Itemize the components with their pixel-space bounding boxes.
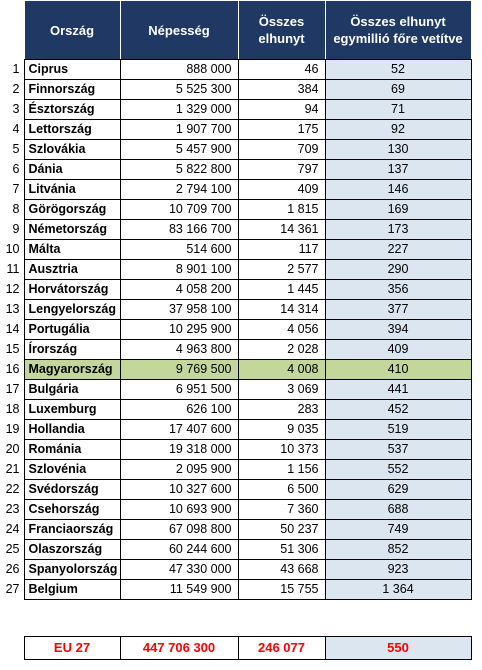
per-million-cell: 923 (325, 560, 471, 580)
per-million-cell: 377 (325, 300, 471, 320)
per-million-cell: 410 (325, 360, 471, 380)
population-cell: 83 166 700 (120, 220, 238, 240)
country-cell: Luxemburg (24, 400, 120, 420)
table-row (0, 560, 471, 580)
deaths-header: Összes elhunyt (238, 1, 325, 60)
table-row (0, 80, 471, 100)
table-row (0, 120, 471, 140)
country-cell: Belgium (24, 580, 120, 600)
per-million-cell: 169 (325, 200, 471, 220)
population-cell: 37 958 100 (120, 300, 238, 320)
population-cell: 626 100 (120, 400, 238, 420)
population-cell: 4 963 800 (120, 340, 238, 360)
country-cell: Ciprus (24, 60, 120, 80)
table-row (0, 400, 471, 420)
table-row (0, 380, 471, 400)
deaths-cell: 15 755 (238, 580, 325, 600)
deaths-cell: 1 815 (238, 200, 325, 220)
population-cell: 5 822 800 (120, 160, 238, 180)
per-million-cell: 227 (325, 240, 471, 260)
country-cell: Portugália (24, 320, 120, 340)
deaths-cell: 797 (238, 160, 325, 180)
country-cell: Hollandia (24, 420, 120, 440)
population-cell: 514 600 (120, 240, 238, 260)
deaths-cell: 46 (238, 60, 325, 80)
total-population: 447 706 300 (120, 637, 238, 660)
per-million-cell: 69 (325, 80, 471, 100)
country-cell: Finnország (24, 80, 120, 100)
table-row (0, 520, 471, 540)
deaths-cell: 14 314 (238, 300, 325, 320)
country-cell: Németország (24, 220, 120, 240)
per-million-cell: 137 (325, 160, 471, 180)
rank-cell: 3 (12, 102, 20, 116)
header-row (0, 1, 471, 60)
table-row (0, 180, 471, 200)
per-million-cell: 629 (325, 480, 471, 500)
population-cell: 60 244 600 (120, 540, 238, 560)
deaths-cell: 3 069 (238, 380, 325, 400)
population-cell: 8 901 100 (120, 260, 238, 280)
per-million-cell: 519 (325, 420, 471, 440)
country-cell: Szlovákia (24, 140, 120, 160)
table-body (0, 60, 471, 600)
table-row (0, 140, 471, 160)
rank-cell: 5 (12, 142, 20, 156)
population-cell: 888 000 (120, 60, 238, 80)
rank-cell: 12 (5, 282, 20, 296)
deaths-cell: 384 (238, 80, 325, 100)
deaths-cell: 1 445 (238, 280, 325, 300)
table-row (0, 160, 471, 180)
table-row (0, 440, 471, 460)
table-row (0, 240, 471, 260)
deaths-cell: 2 028 (238, 340, 325, 360)
deaths-cell: 14 361 (238, 220, 325, 240)
deaths-cell: 4 008 (238, 360, 325, 380)
deaths-cell: 43 668 (238, 560, 325, 580)
population-cell: 19 318 000 (120, 440, 238, 460)
country-cell: Görögország (24, 200, 120, 220)
rank-cell: 9 (12, 222, 20, 236)
population-cell: 11 549 900 (120, 580, 238, 600)
per-million-cell: 552 (325, 460, 471, 480)
rank-header (0, 1, 24, 60)
table-row (0, 100, 471, 120)
deaths-cell: 117 (238, 240, 325, 260)
table-row (0, 420, 471, 440)
country-cell: Lengyelország (24, 300, 120, 320)
rank-cell: 15 (5, 342, 20, 356)
population-cell: 47 330 000 (120, 560, 238, 580)
table-row (0, 480, 471, 500)
rank-cell: 4 (12, 122, 20, 136)
country-cell: Szlovénia (24, 460, 120, 480)
rank-cell: 27 (5, 582, 20, 596)
country-cell: Svédország (24, 480, 120, 500)
rank-cell: 18 (5, 402, 20, 416)
population-cell: 2 794 100 (120, 180, 238, 200)
deaths-cell: 2 577 (238, 260, 325, 280)
table-row (0, 540, 471, 560)
per-million-cell: 1 364 (325, 580, 471, 600)
rank-cell: 20 (5, 442, 20, 456)
per-million-cell: 71 (325, 100, 471, 120)
rank-cell: 1 (12, 62, 20, 76)
per-million-cell: 441 (325, 380, 471, 400)
rank-cell: 14 (5, 322, 20, 336)
country-cell: Spanyolország (24, 560, 120, 580)
population-cell: 10 709 700 (120, 200, 238, 220)
country-cell: Dánia (24, 160, 120, 180)
country-cell: Bulgária (24, 380, 120, 400)
table-row (0, 460, 471, 480)
table-row (0, 320, 471, 340)
deaths-cell: 283 (238, 400, 325, 420)
country-cell: Ausztria (24, 260, 120, 280)
rank-cell: 21 (5, 462, 20, 476)
rank-cell: 24 (5, 522, 20, 536)
per-million-cell: 290 (325, 260, 471, 280)
eu-total-table (0, 636, 472, 660)
country-cell: Horvátország (24, 280, 120, 300)
population-cell: 10 295 900 (120, 320, 238, 340)
population-header: Népesség (120, 1, 238, 60)
per-million-cell: 394 (325, 320, 471, 340)
table-row (0, 340, 471, 360)
deaths-cell: 709 (238, 140, 325, 160)
per-million-cell: 452 (325, 400, 471, 420)
country-cell: Málta (24, 240, 120, 260)
deaths-cell: 10 373 (238, 440, 325, 460)
table-row (0, 500, 471, 520)
country-cell: Csehország (24, 500, 120, 520)
country-cell: Lettország (24, 120, 120, 140)
table-row (0, 360, 471, 380)
per-million-cell: 688 (325, 500, 471, 520)
deaths-cell: 4 056 (238, 320, 325, 340)
per-million-cell: 173 (325, 220, 471, 240)
rank-cell: 10 (5, 242, 20, 256)
table-row (0, 60, 471, 80)
population-cell: 9 769 500 (120, 360, 238, 380)
population-cell: 5 457 900 (120, 140, 238, 160)
per-million-cell: 52 (325, 60, 471, 80)
per-million-cell: 409 (325, 340, 471, 360)
table-row (0, 580, 471, 600)
population-cell: 10 327 600 (120, 480, 238, 500)
total-blank-cell (0, 637, 24, 660)
country-cell: Írország (24, 340, 120, 360)
population-cell: 6 951 500 (120, 380, 238, 400)
deaths-cell: 51 306 (238, 540, 325, 560)
per-million-cell: 537 (325, 440, 471, 460)
country-cell: Magyarország (24, 360, 120, 380)
deaths-cell: 409 (238, 180, 325, 200)
population-cell: 1 907 700 (120, 120, 238, 140)
country-cell: Észtország (24, 100, 120, 120)
deaths-cell: 94 (238, 100, 325, 120)
per-million-cell: 92 (325, 120, 471, 140)
rank-cell: 19 (5, 422, 20, 436)
country-cell: Olaszország (24, 540, 120, 560)
rank-cell: 26 (5, 562, 20, 576)
table-row (0, 200, 471, 220)
deaths-cell: 7 360 (238, 500, 325, 520)
per-million-header: Összes elhunyt egymillió főre vetítve (325, 1, 471, 60)
total-deaths: 246 077 (238, 637, 325, 660)
rank-cell: 23 (5, 502, 20, 516)
total-per-million: 550 (325, 637, 471, 660)
per-million-cell: 749 (325, 520, 471, 540)
table-row (0, 300, 471, 320)
rank-cell: 11 (6, 262, 20, 276)
population-cell: 10 693 900 (120, 500, 238, 520)
table-row (0, 220, 471, 240)
country-header: Ország (24, 1, 120, 60)
rank-cell: 22 (5, 482, 20, 496)
total-row (0, 637, 471, 660)
population-cell: 67 098 800 (120, 520, 238, 540)
rank-cell: 25 (5, 542, 20, 556)
deaths-cell: 9 035 (238, 420, 325, 440)
table-row (0, 260, 471, 280)
population-cell: 2 095 900 (120, 460, 238, 480)
deaths-cell: 1 156 (238, 460, 325, 480)
rank-cell: 16 (5, 362, 20, 376)
rank-cell: 6 (12, 162, 20, 176)
country-cell: Franciaország (24, 520, 120, 540)
rank-cell: 7 (12, 182, 20, 196)
total-label: EU 27 (24, 637, 120, 660)
population-cell: 4 058 200 (120, 280, 238, 300)
table-row (0, 280, 471, 300)
rank-cell: 17 (5, 382, 20, 396)
deaths-cell: 50 237 (238, 520, 325, 540)
deaths-cell: 6 500 (238, 480, 325, 500)
rank-cell: 2 (12, 82, 20, 96)
rank-cell: 13 (5, 302, 20, 316)
per-million-cell: 146 (325, 180, 471, 200)
population-cell: 1 329 000 (120, 100, 238, 120)
per-million-cell: 852 (325, 540, 471, 560)
per-million-cell: 130 (325, 140, 471, 160)
rank-cell: 8 (12, 202, 20, 216)
per-million-cell: 356 (325, 280, 471, 300)
population-cell: 5 525 300 (120, 80, 238, 100)
population-cell: 17 407 600 (120, 420, 238, 440)
deaths-cell: 175 (238, 120, 325, 140)
country-cell: Románia (24, 440, 120, 460)
country-cell: Litvánia (24, 180, 120, 200)
